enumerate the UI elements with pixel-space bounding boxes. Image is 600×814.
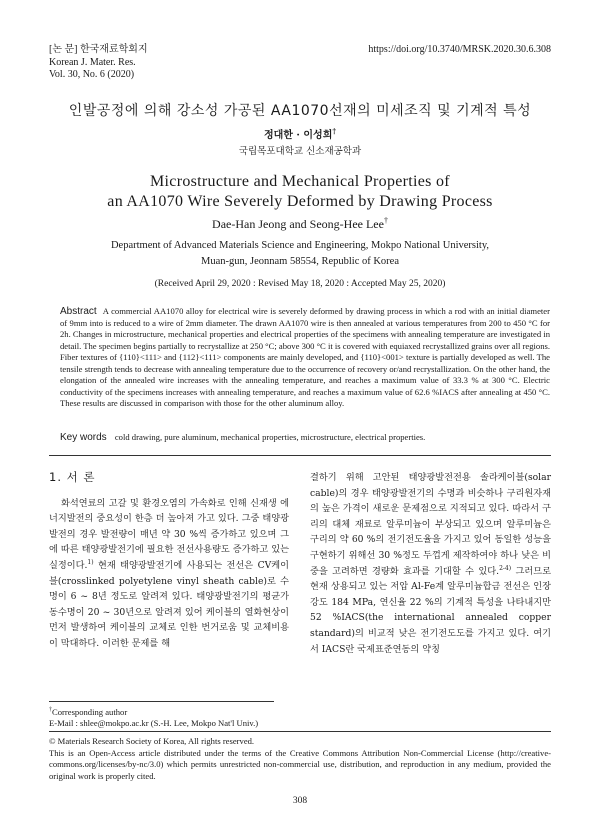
affiliation-english <box>0 238 600 270</box>
intro-paragraph-right <box>310 470 551 657</box>
abstract-label: Abstract <box>60 306 97 317</box>
copyright-line: © Materials Research Society of Korea, All rights reserved. <box>49 736 255 746</box>
doi-link[interactable]: https://doi.org/10.3740/MRSK.2020.30.6.308 <box>368 44 551 55</box>
affiliation-english-line2: Muan-gun, Jeonnam 58554, Republic of Korea <box>201 256 399 267</box>
affiliation-english-line1: Department of Advanced Materials Science and Engineering, Mokpo National University, <box>110 240 490 251</box>
body-column-right <box>310 470 551 657</box>
license-block <box>49 736 551 782</box>
corresponding-mark-en: † <box>383 216 388 225</box>
license-divider <box>49 731 551 732</box>
title-english-line2: an AA1070 Wire Severely Deformed by Drawing Process <box>107 193 493 210</box>
title-english <box>0 172 600 212</box>
footnote-corresponding <box>49 705 551 718</box>
body-column-left <box>49 470 289 652</box>
authors-english <box>0 216 600 232</box>
keywords-text: cold drawing, pure aluminum, mechanical properties, microstructure, electrical properties. <box>114 432 426 442</box>
citation-ref[interactable]: 1) <box>87 558 94 566</box>
journal-volume: Vol. 30, No. 6 (2020) <box>49 69 135 80</box>
intro-text-left-a: 화석연료의 고갈 및 환경오염의 가속화로 인해 신재생 에너지발전의 중요성이 한층 더 높아져 가고 있다. 그중 태양광 발전의 경우 발전량이 매년 약 30 %씩 증가하고 있으며 그에 따른 태양광발전기에 필요한 전선사용량도 증가하고 있는 실정이다. <box>49 497 289 571</box>
section-heading-introduction: 1. 서 론 <box>49 470 96 484</box>
title-korean: 인발공정에 의해 강소성 가공된 AA1070선재의 미세조직 및 기계적 특성 <box>68 103 532 119</box>
abstract <box>60 306 550 410</box>
authors-korean <box>0 126 600 141</box>
submission-dates: (Received April 29, 2020 : Revised May 18, 2020 : Accepted May 25, 2020) <box>154 279 446 289</box>
corresponding-mark-ko: † <box>332 126 337 136</box>
keywords-label: Key words <box>60 432 107 443</box>
citation-ref[interactable]: 2-4) <box>499 564 512 572</box>
footnote-divider <box>49 701 274 702</box>
footnote-email: E-Mail : shlee@mokpo.ac.kr (S.-H. Lee, Mokpo Nat'l Univ.) <box>49 718 259 729</box>
footnote <box>49 705 551 730</box>
authors-english-names: Dae-Han Jeong and Seong-Hee Lee <box>212 217 384 231</box>
journal-name-ko: [논 문] 한국재료학회지 <box>49 44 148 55</box>
footnote-mark: † <box>49 707 52 713</box>
intro-paragraph-left <box>49 496 289 652</box>
keywords <box>60 432 550 443</box>
intro-text-right-a: 결하기 위해 고안된 태양광발전전용 솔라케이블(solar cable)의 경우 태양광발전기의 수명과 비슷하나 구리원자재의 높은 가격이 새로운 문제점으로 지적되고 있다. 따라서 구리의 대체 재료로 알루미늄이 부상되고 있으며 알루미늄은 구리의 약 60 %의 전기전도율을 가지고 있어 동일한 성능을 구현하기 위해선 30 %정도 두껍게 제작하여야 하나 낮은 비중을 고려하면 경량화 효과를 기대할 수 있다. <box>310 472 551 577</box>
footnote-line1: Corresponding author <box>52 706 128 717</box>
affiliation-korean: 국립목포대학교 신소재공학과 <box>238 146 362 157</box>
intro-text-right-b: 그러므로 현재 상용되고 있는 저압 Al-Fe계 알루미늄합금 전선은 인장강도 184 MPa, 연신율 22 %의 기계적 특성을 나타내지만 52 %IACS(the international annealed copper standard)의 비교적 낮은 전기전도도를 가지고 있다. 여기서 IACS란 국제표준연동의 약칭 <box>310 565 551 655</box>
authors-korean-names: 정대한 · 이성희 <box>263 130 333 141</box>
section-divider <box>49 455 551 456</box>
journal-name-en: Korean J. Mater. Res. <box>49 56 136 68</box>
title-english-line1: Microstructure and Mechanical Properties of <box>150 173 450 190</box>
abstract-text: A commercial AA1070 alloy for electrical wire is severely deformed by drawing process in which a rod with an initial diameter of 9mm into is reduced to a wire of 2mm diameter. The drawn AA1070 wire is then annealed at various temperatures from 200 to 450 °C for 2h. Changes in microstructure, mechanical properties and electrical properties of the specimens with annealing temperature are investigated in detail. The specimen begins partially to recrystallize at 250 °C; above 300 °C it is covered with equiaxed recrystallized grains over all regions. Fiber textures of {110}<111> and {112}<111> components are mainly developed, and {110}<001> texture is partially developed as well. The tensile strength tends to decrease with annealing temperature due to the occurrence of recovery or/and recrystallization. On the other hand, the elongation of the annealed wire increases with the annealing temperature, and reaches a maximum value of 33.3 % at 300 °C. Electric conductivity of the specimens increases with annealing temperature, and reaches a maximum value of 62.6 %IACS after annealing at 450 °C. These results are discussed in comparison with those for the other aluminum alloy. <box>60 306 550 408</box>
journal-info <box>49 44 148 82</box>
intro-text-left-b: 현재 태양광발전기에 사용되는 전선은 CV케이블(crosslinked polyetylene vinyl sheath cable)로 수명이 6 ~ 8년 정도로 알려져 있다. 태양광발전기의 평균가동수명이 20 ~ 30년으로 알려져 있어 케이블의 열화현상이 먼저 발생하여 케이블의 교체로 인한 번거로움 및 교체비용이 막대하다. 이러한 문제를 해 <box>49 559 289 649</box>
license-text: This is an Open-Access article distributed under the terms of the Creative Commons Attribution Non-Commercial License (http://creative-commons.org/licenses/by-nc/3.0) which permits unrestricted non-commercial use, distribution, and reproduction in any medium, provided the original work is properly cited. <box>49 747 551 781</box>
page-number: 308 <box>292 796 308 806</box>
